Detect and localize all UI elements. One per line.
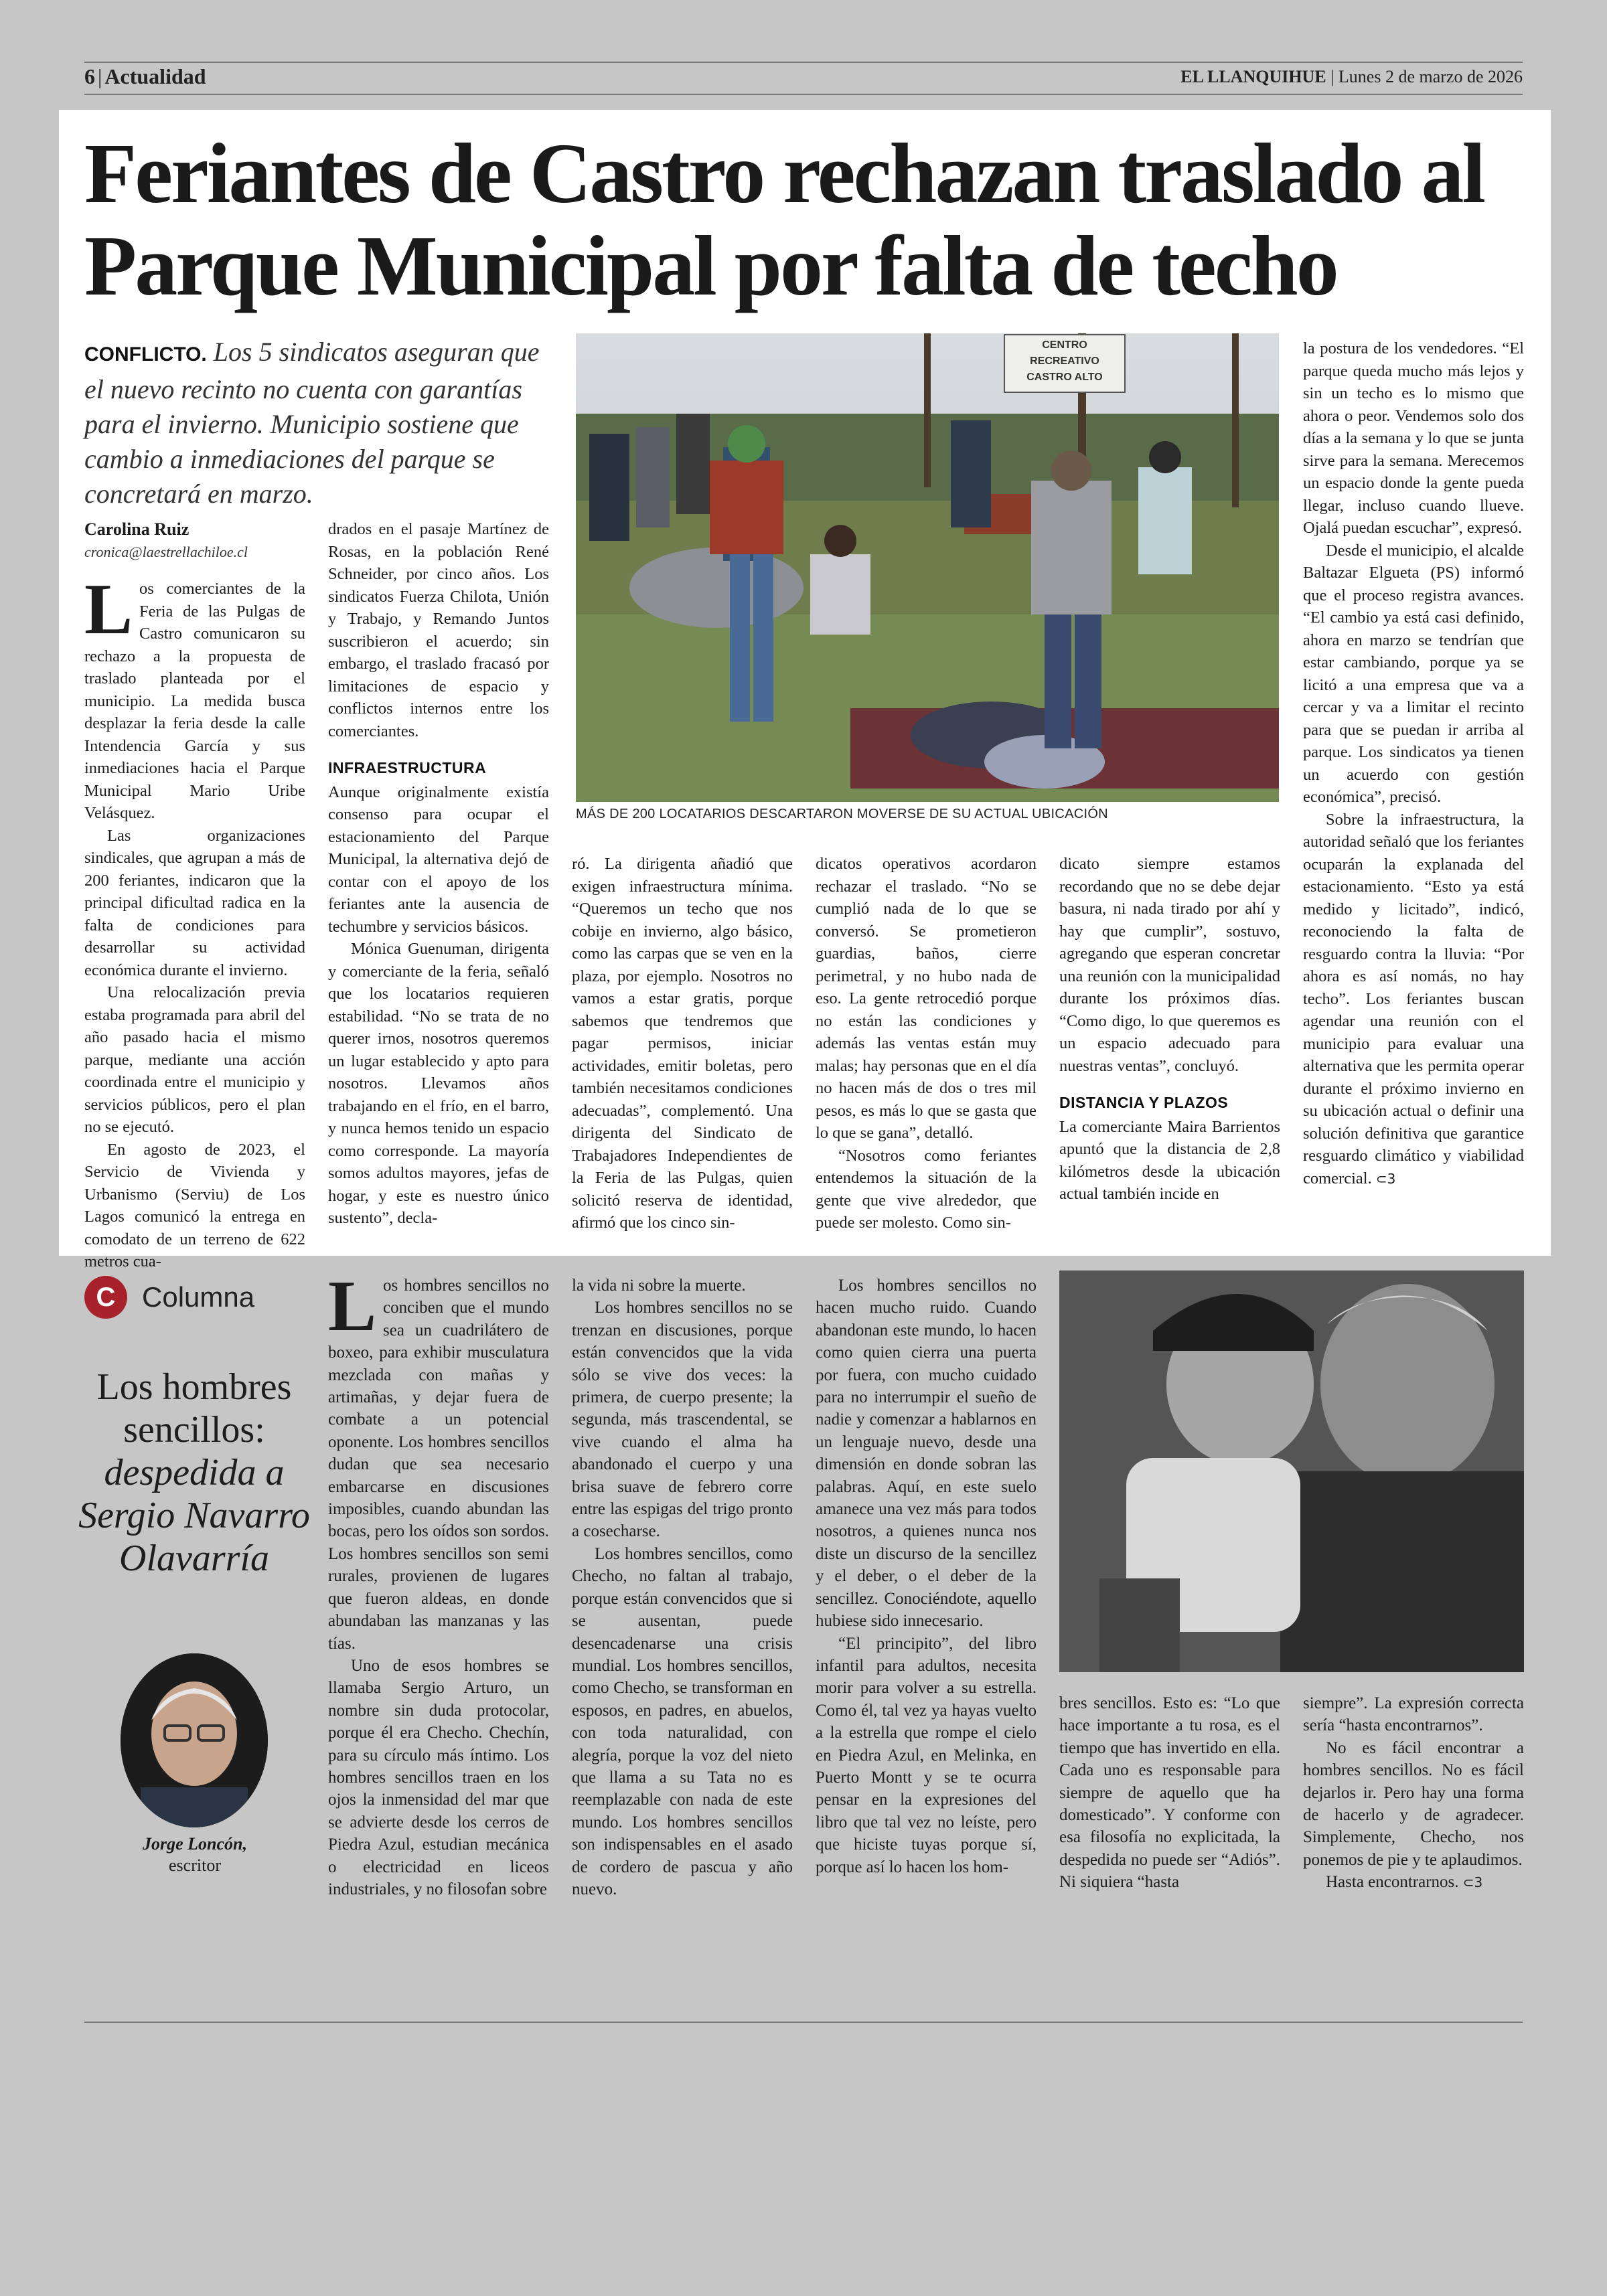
paragraph: Hasta encontrarnos. ⊂3 (1326, 1873, 1483, 1892)
column-text-2 (572, 1275, 793, 1900)
author-name: Carolina Ruiz (84, 519, 189, 539)
paragraph: bres sencillos. Esto es: “Lo que hace importante a tu rosa, es el tiempo que has invertido en ella. Cada uno es responsable para siempre de aquello que ha domesticado”. Y conforme con esa filosofía no explicitada, la despedida no puede ser “Adiós”. Ni siquiera “hasta (1059, 1694, 1280, 1892)
dropcap: L (84, 570, 133, 649)
column-dropcap: L (328, 1266, 377, 1346)
paragraph: “El principito”, del libro infantil para adultos, necesita morir para volver a su estrella. Como él, tal vez ya hayas vuelto a la estrella que rompe el cielo en Piedra Azul, en Melinka, en Puerto Montt y se te ocurra pensar en la expresiones del libro que tal vez no leíste, pero que hiciste tuyas porque sí, porque así lo hacen los hom- (816, 1634, 1037, 1876)
column-text-3 (816, 1275, 1037, 1878)
paragraph: la postura de los vendedores. “El parque queda mucho más lejos y sin un techo es lo mismo que ahora o peor. Vendemos solo dos días a la semana y lo que se junta sirve para la semana. Merecemos un espacio donde la gente pueda llegar, incluso cuando llueve. Ojalá puedan escuchar”, expresó. (1303, 339, 1524, 537)
paragraph: La comerciante Maira Barrientos apuntó que la distancia de 2,8 kilómetros desde la ubicación actual también incide en (1059, 1117, 1280, 1203)
paragraph: ró. La dirigenta añadió que exigen infraestructura mínima. “Queremos un techo que nos cobije en invierno, algo básico, como las carpas que se ven en la plaza, por ejemplo. Nosotros no vamos a estar gratis, porque sabemos que tendremos que pagar permisos, iniciar actividades, emitir boletas, pero también necesitamos condiciones adecuadas”, complementó. Una dirigenta del Sindicato de Trabajadores Independientes de la Feria de las Pulgas, quien solicitó reserva de identidad, afirmó que los cinco sin- (572, 855, 793, 1232)
article-column-3 (572, 853, 793, 1234)
paragraph: la vida ni sobre la muerte. (572, 1277, 746, 1295)
column-title-line2: despedida a Sergio Navarro Olavarría (78, 1452, 310, 1579)
column-label: Columna (142, 1281, 255, 1313)
paragraph: Mónica Guenuman, dirigenta y comerciante de la feria, señaló que los locatarios requieren estabilidad. “No se trata de no querer irnos, nosotros queremos un lugar establecido y apto para nosotros. Llevamos años trabajando en el frío, en el barro, y nunca hemos tenido un espacio como corresponde. La mayoría somos adultos mayores, jefas de hogar, y este es nuestro único sustento”, decla- (328, 940, 549, 1227)
column-text-4 (1059, 1692, 1280, 1894)
article-column-6 (1303, 337, 1524, 1190)
photo-caption: MÁS DE 200 LOCATARIOS DESCARTARON MOVERSE DE SU ACTUAL UBICACIÓN (576, 807, 1108, 821)
photo-feria (576, 333, 1279, 802)
headline: Feriantes de Castro rechazan traslado al Parque Municipal por falta de techo (84, 126, 1484, 313)
issue-date: Lunes 2 de marzo de 2026 (1338, 67, 1523, 86)
column-text-5 (1303, 1692, 1524, 1894)
paragraph: Uno de esos hombres se llamaba Sergio Arturo, un nombre sin duda protocolar, porque él era Checho. Chechín, para su círculo más íntimo. Los hombres sencillos traen en los ojos la inmensidad del mar que se advierte desde los cerros de Piedra Azul, estudian mecánica o electricidad en liceos industriales, y no filosofan sobre (328, 1656, 549, 1898)
paragraph: os hombres sencillos no conciben que el mundo sea un cuadrilátero de boxeo, para exhibir musculatura mezclada con mañas y artimañas, y dejar fuera de combate a un potencial oponente. Los hombres sencillos dudan que sea necesario embarcarse en discusiones imposibles, cuando abundan las bocas, pero los oídos son sordos. Los hombres sencillos son semi rurales, provienen de lugares que fueron aldeas, en donde abundaban las manzanas y las tías. (328, 1277, 549, 1653)
article-photo (576, 333, 1279, 802)
dek (84, 335, 540, 511)
page-header-left: 6 | Actualidad (84, 64, 206, 88)
newspaper-name: EL LLANQUIHUE (1180, 67, 1326, 86)
paragraph: dicato siempre estamos recordando que no se debe dejar basura, ni nada tirado por ahí y hay que cumplir”, sostuvo, agregando que esperan concretar una reunión con la municipalidad durante los próximos días. “Como digo, lo que queremos es un espacio adecuado para nuestras ventas”, concluyó. (1059, 855, 1280, 1075)
article-column-4 (816, 853, 1037, 1234)
paragraph: os comerciantes de la Feria de las Pulgas de Castro comunicaron su rechazo a la propuesta de traslado planteada por el municipio. La medida busca desplazar la feria desde la calle Intendencia García y sus inmediaciones hacia el Parque Municipal Mario Uribe Velásquez. (84, 580, 305, 822)
svg-text:CENTRO: CENTRO (1042, 339, 1087, 351)
dek-text: Los 5 sindicatos aseguran que el nuevo recinto no cuenta con garantías para el invierno. Municipio sostiene que cambio a inmediaciones del parque se concretará en marzo. (84, 337, 540, 509)
svg-text:CASTRO ALTO: CASTRO ALTO (1026, 372, 1103, 383)
column-author-name: Jorge Loncón, (143, 1834, 247, 1854)
footer-rule (84, 2022, 1523, 2023)
end-mark-icon: ⊂3 (1375, 1170, 1396, 1187)
paragraph: dicatos operativos acordaron rechazar el traslado. “No se cumplió nada de lo que se conversó. Se prometieron guardias, baños, cierre perimetral, y no hubo nada de eso. La gente retrocedió porque no están las condiciones y además las ventas están muy malas; hay personas que en el día no hacen más de dos o tres mil pesos, es más lo que se gasta que lo que se gana”, detalló. (816, 855, 1037, 1142)
paragraph: Aunque originalmente existía consenso para ocupar el estacionamiento del Parque Municipal, la alternativa dejó de contar con el apoyo de los feriantes ante la ausencia de techumbre y servicios básicos. (328, 783, 549, 936)
paragraph: Sobre la infraestructura, la autoridad señaló que los feriantes ocuparán la explanada del estacionamiento. “Esto ya está medido y licitado”, indicó, reconociendo la falta de resguardo contra la lluvia: “Por ahora es así nomás, no hay techo”. Los feriantes buscan agendar una reunión con el municipio para evaluar una alternativa que les permita operar durante el próximo invierno en su ubicación actual o definir una solución definitiva que garantice resguardo climático y viabilidad comercial. ⊂3 (1303, 810, 1524, 1187)
paragraph: Los hombres sencillos no hacen mucho ruido. Cuando abandonan este mundo, lo hacen como quien cierra una puerta por fuera, con mucho cuidado para no interrumpir el sueño de nadie y comenzar a hablarnos en un lenguaje nuevo, desde una dimensión en donde sobran las palabras. Aquí, en este suelo amanece una vez más para todos nosotros, a quienes nunca nos diste un discurso de la sencillez y el deber, o el deber de la sencillez. Conociéndote, aquello hubiese sido innecesario. (816, 1277, 1037, 1631)
subhead-infraestructura: INFRAESTRUCTURA (328, 759, 487, 776)
header-rule-top (84, 62, 1523, 63)
column-photo-image (1059, 1270, 1524, 1672)
paragraph: drados en el pasaje Martínez de Rosas, en la población René Schneider, por cinco años. Los sindicatos Fuerza Chilota, Unión y Trabajo, y Remando Juntos suscribieron el acuerdo; sin embargo, el traslado fracasó por limitaciones de espacio y conflictos internos entre los comerciantes. (328, 520, 549, 740)
article-column-1 (84, 518, 305, 1273)
end-mark-icon: ⊂3 (1462, 1874, 1483, 1891)
column-title (74, 1366, 315, 1580)
paragraph: En agosto de 2023, el Servicio de Vivienda y Urbanismo (Serviu) de Los Lagos comunicó la entrega en comodato de un terreno de 622 metros cua- (84, 1140, 305, 1270)
page-number: 6 (84, 64, 95, 88)
subhead-distancia: DISTANCIA Y PLAZOS (1059, 1094, 1229, 1111)
paragraph: Una relocalización previa estaba programada para abril del año pasado hacia el mismo parque, mediante una acción coordinada entre el municipio y servicios públicos, pero el plan no se ejecutó. (84, 983, 305, 1136)
kicker: CONFLICTO. (84, 343, 207, 365)
column-title-line1: Los hombres sencillos: (96, 1366, 292, 1451)
column-photo (1059, 1270, 1524, 1672)
svg-text:RECREATIVO: RECREATIVO (1030, 355, 1099, 367)
paragraph: Los hombres sencillos no se trenzan en discusiones, porque están convencidos que la vida sólo se vive dos veces: la primera, de cuerpo presente; la segunda, más trascendental, se vive cuando el alma ha abandonado el cuerpo y una brisa suave de febrero corre entre las espigas del trigo pronto a cosecharse. (572, 1299, 793, 1541)
article-column-2 (328, 518, 549, 1230)
paragraph: Los hombres sencillos, como Checho, no faltan al trabajo, porque están convencidos que si se ausentan, puede desencadenarse una crisis mundial. Los hombres sencillos, como Checho, se transforman en esposos, en padres, en abuelos, con toda naturalidad, con alegría, porque la voz del nieto que llama a su Tata no es reemplazable con nada de este mundo. Los hombres sencillos son indispensables en el asado de cordero de pascua y año nuevo. (572, 1544, 793, 1898)
page-header-right: EL LLANQUIHUE | Lunes 2 de marzo de 2026 (1180, 67, 1523, 86)
column-text-1 (328, 1266, 549, 1900)
paragraph: “Nosotros como feriantes entendemos la situación de la gente que vive alrededor, que puede ser molesto. Como sin- (816, 1146, 1037, 1232)
author-portrait (121, 1653, 268, 1827)
paragraph: Desde el municipio, el alcalde Baltazar Elgueta (PS) informó que el proceso registra avances. “El cambio ya está casi definido, ahora en marzo se tendrían que estar cambiando, porque ya se licitó a una empresa que va a cercar y va a limitar el recinto para que se puedan ir arriba al parque. Los sindicatos ya tienen un acuerdo con gestión económica”, precisó. (1303, 541, 1524, 806)
author-email[interactable]: cronica@laestrellachiloe.cl (84, 543, 248, 560)
paragraph: Las organizaciones sindicales, que agrupan a más de 200 feriantes, indicaron que la principal dificultad radica en la falta de condiciones para desarrollar su actividad económica durante el invierno. (84, 826, 305, 979)
paragraph: No es fácil encontrar a hombres sencillos. No es fácil dejarlos ir. Pero hay una forma de hacerlo y de agradecer. Simplemente, Checho, nos ponemos de pie y te aplaudimos. (1303, 1738, 1524, 1869)
section-name: Actualidad (104, 64, 206, 88)
paragraph: siempre”. La expresión correcta sería “hasta encontrarnos”. (1303, 1694, 1524, 1735)
column-author-role: escritor (169, 1856, 221, 1875)
header-rule-bottom (84, 94, 1523, 95)
column-badge-icon: C (84, 1276, 127, 1319)
article-column-5 (1059, 853, 1280, 1206)
portrait-photo (121, 1653, 268, 1827)
